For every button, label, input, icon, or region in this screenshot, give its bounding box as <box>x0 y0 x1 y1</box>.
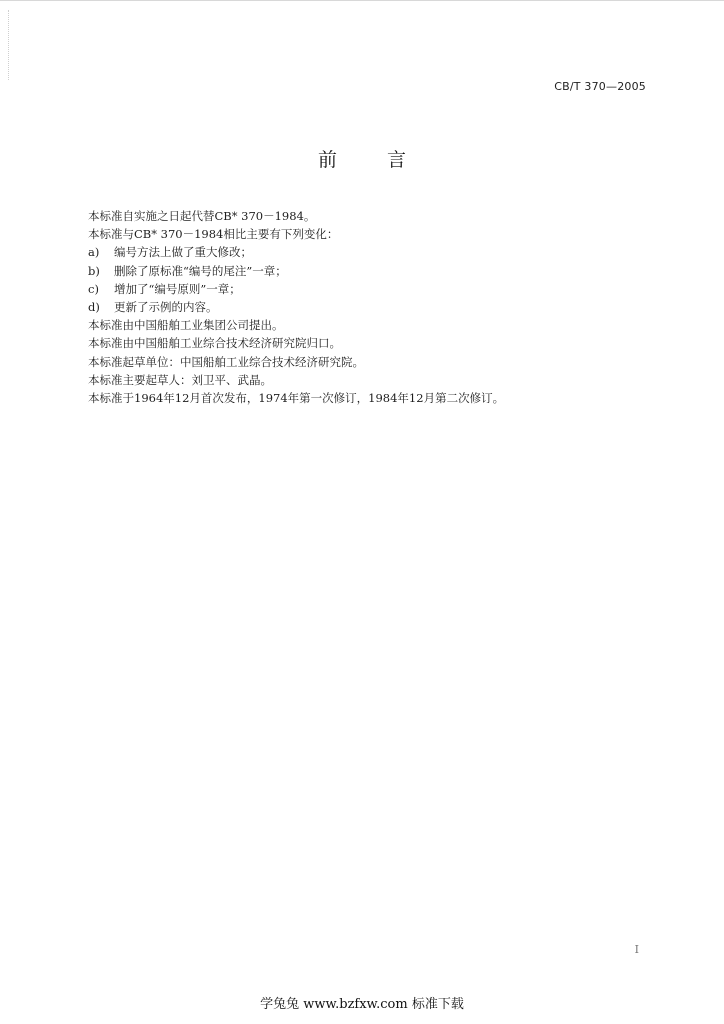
list-marker: d) <box>88 300 100 315</box>
paragraph: 本标准主要起草人：刘卫平、武晶。 <box>88 372 272 387</box>
list-item-text: 编号方法上做了重大修改； <box>114 245 252 260</box>
list-marker: c) <box>88 281 99 296</box>
paragraph: 本标准由中国船舶工业集团公司提出。 <box>88 318 284 333</box>
change-list-item <box>88 262 648 280</box>
change-list-item <box>88 280 648 298</box>
paragraph: 本标准与CB* 370－1984相比主要有下列变化： <box>88 227 339 242</box>
page-top-edge <box>0 0 724 1</box>
foreword-body <box>88 207 648 407</box>
list-item-text: 增加了“编号原则”一章； <box>114 281 241 296</box>
scan-margin-mark <box>8 10 10 80</box>
standard-number: CB/T 370—2005 <box>554 80 646 93</box>
list-marker: a) <box>88 245 100 260</box>
paragraph: 本标准由中国船舶工业综合技术经济研究院归口。 <box>88 336 341 351</box>
change-list-item <box>88 298 648 316</box>
list-item-text: 更新了示例的内容。 <box>114 300 218 315</box>
footer-watermark: 学兔兔 www.bzfxw.com 标准下载 <box>260 997 464 1012</box>
change-list-item <box>88 243 648 261</box>
paragraph: 本标准于1964年12月首次发布，1974年第一次修订，1984年12月第二次修订。 <box>88 391 505 406</box>
paragraph: 本标准自实施之日起代替CB* 370－1984。 <box>88 209 316 223</box>
list-item-text: 删除了原标准“编号的尾注”一章； <box>114 263 287 278</box>
list-marker: b) <box>88 263 100 278</box>
page-number: I <box>634 943 639 956</box>
paragraph: 本标准起草单位：中国船舶工业综合技术经济研究院。 <box>88 354 364 369</box>
page-title: 前 言 <box>317 149 429 171</box>
